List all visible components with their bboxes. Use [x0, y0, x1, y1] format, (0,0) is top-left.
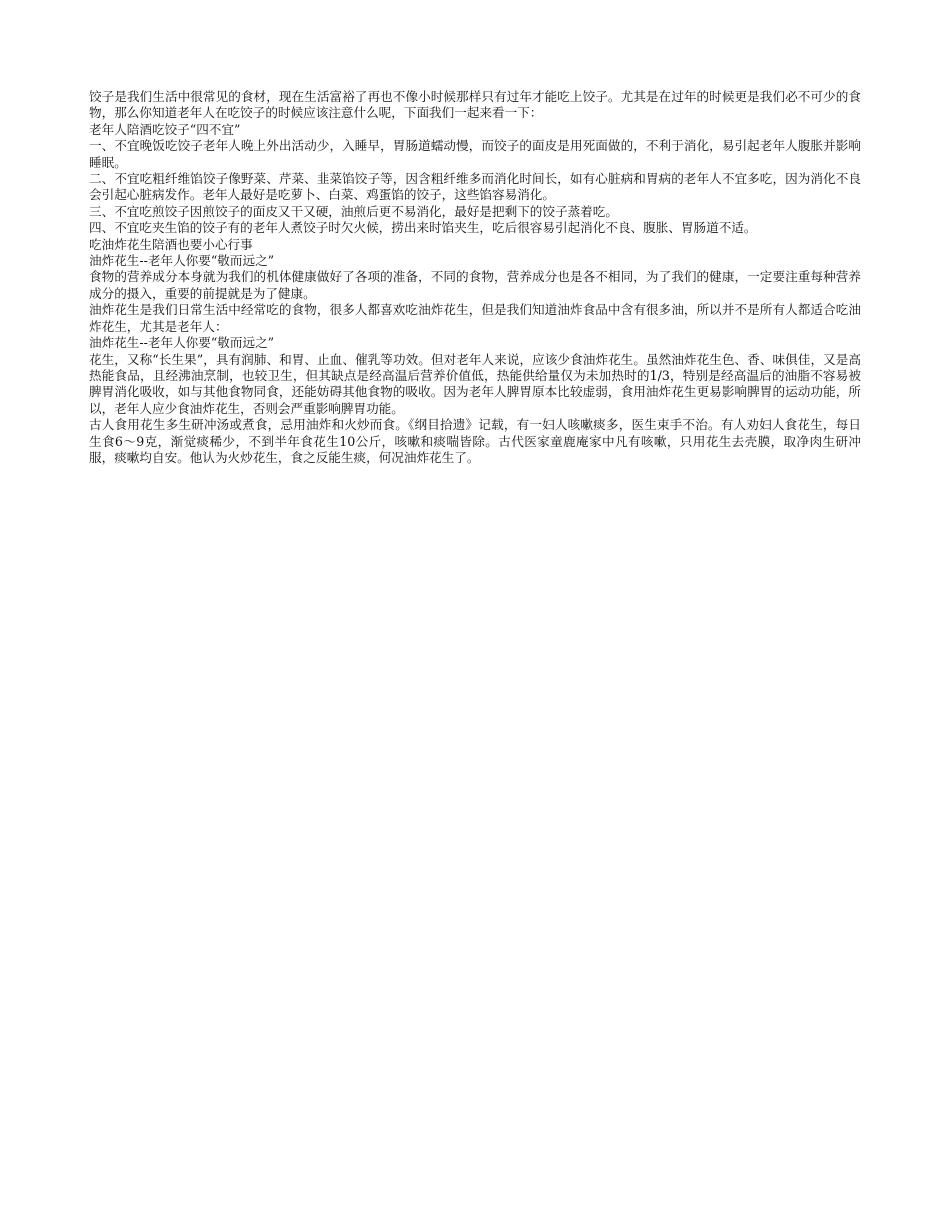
nutrition-paragraph: 食物的营养成分本身就为我们的机体健康做好了各项的准备，不同的食物，营养成分也是各不相同，为了我们的健康，一定要注重每种营养成分的摄入，重要的前提就是为了健康。	[89, 269, 861, 301]
rule-paragraph-4: 四、不宜吃夹生馅的饺子有的老年人煮饺子时欠火候，捞出来时馅夹生，吃后很容易引起消化不良、腹胀、胃肠道不适。	[89, 220, 757, 236]
rule-paragraph-3: 三、不宜吃煎饺子因煎饺子的面皮又干又硬，油煎后更不易消化，最好是把剩下的饺子蒸着吃。	[89, 203, 618, 219]
subheading-peanuts-2: 油炸花生--老年人你要“敬而远之”	[89, 335, 275, 351]
subheading-peanuts-1: 油炸花生--老年人你要“敬而远之”	[89, 253, 275, 269]
rule-paragraph-2: 二、不宜吃粗纤维馅饺子像野菜、芹菜、韭菜馅饺子等，因含粗纤维多而消化时间长，如有心脏病和胃病的老年人不宜多吃，因为消化不良会引起心脏病发作。老年人最好是吃萝卜、白菜、鸡蛋馅的饺子，这些馅容易消化。	[89, 171, 861, 203]
rule-paragraph-1: 一、不宜晚饭吃饺子老年人晚上外出活动少，入睡早，胃肠道蠕动慢，而饺子的面皮是用死面做的，不利于消化，易引起老年人腹胀并影响睡眠。	[89, 138, 861, 170]
intro-paragraph: 饺子是我们生活中很常见的食材，现在生活富裕了再也不像小时候那样只有过年才能吃上饺子。尤其是在过年的时候更是我们必不可少的食物，那么你知道老年人在吃饺子的时候应该注意什么呢，下面我们一起来看一下：	[89, 89, 861, 121]
peanut-intro-paragraph: 油炸花生是我们日常生活中经常吃的食物，很多人都喜欢吃油炸花生，但是我们知道油炸食品中含有很多油，所以并不是所有人都适合吃油炸花生，尤其是老年人：	[89, 302, 861, 334]
ancient-usage-paragraph: 古人食用花生多生研冲汤或煮食，忌用油炸和火炒而食。《纲目拾遗》记载，有一妇人咳嗽痰多，医生束手不治。有人劝妇人食花生，每日生食6～9克，渐觉痰稀少，不到半年食花生10公斤，咳嗽和痰喘皆除。古代医家童鹿庵家中凡有咳嗽，只用花生去壳膜，取净肉生研冲服，痰嗽均自安。他认为火炒花生，食之反能生痰，何况油炸花生了。	[89, 417, 861, 465]
section-heading-peanuts: 吃油炸花生陪酒也要小心行事	[89, 236, 253, 252]
peanut-detail-paragraph: 花生，又称“长生果”，具有润肺、和胃、止血、催乳等功效。但对老年人来说，应该少食油炸花生。虽然油炸花生色、香、味俱佳，又是高热能食品，且经沸油烹制，也较卫生，但其缺点是经高温后营养价值低，热能供给量仅为未加热时的1/3，特别是经高温后的油脂不容易被脾胃消化吸收，如与其他食物同食，还能妨碍其他食物的吸收。因为老年人脾胃原本比较虚弱，食用油炸花生更易影响脾胃的运动功能，所以，老年人应少食油炸花生，否则会严重影响脾胃功能。	[89, 351, 861, 416]
document-body	[89, 89, 861, 466]
section-heading-dumplings: 老年人陪酒吃饺子“四不宜”	[89, 121, 241, 137]
